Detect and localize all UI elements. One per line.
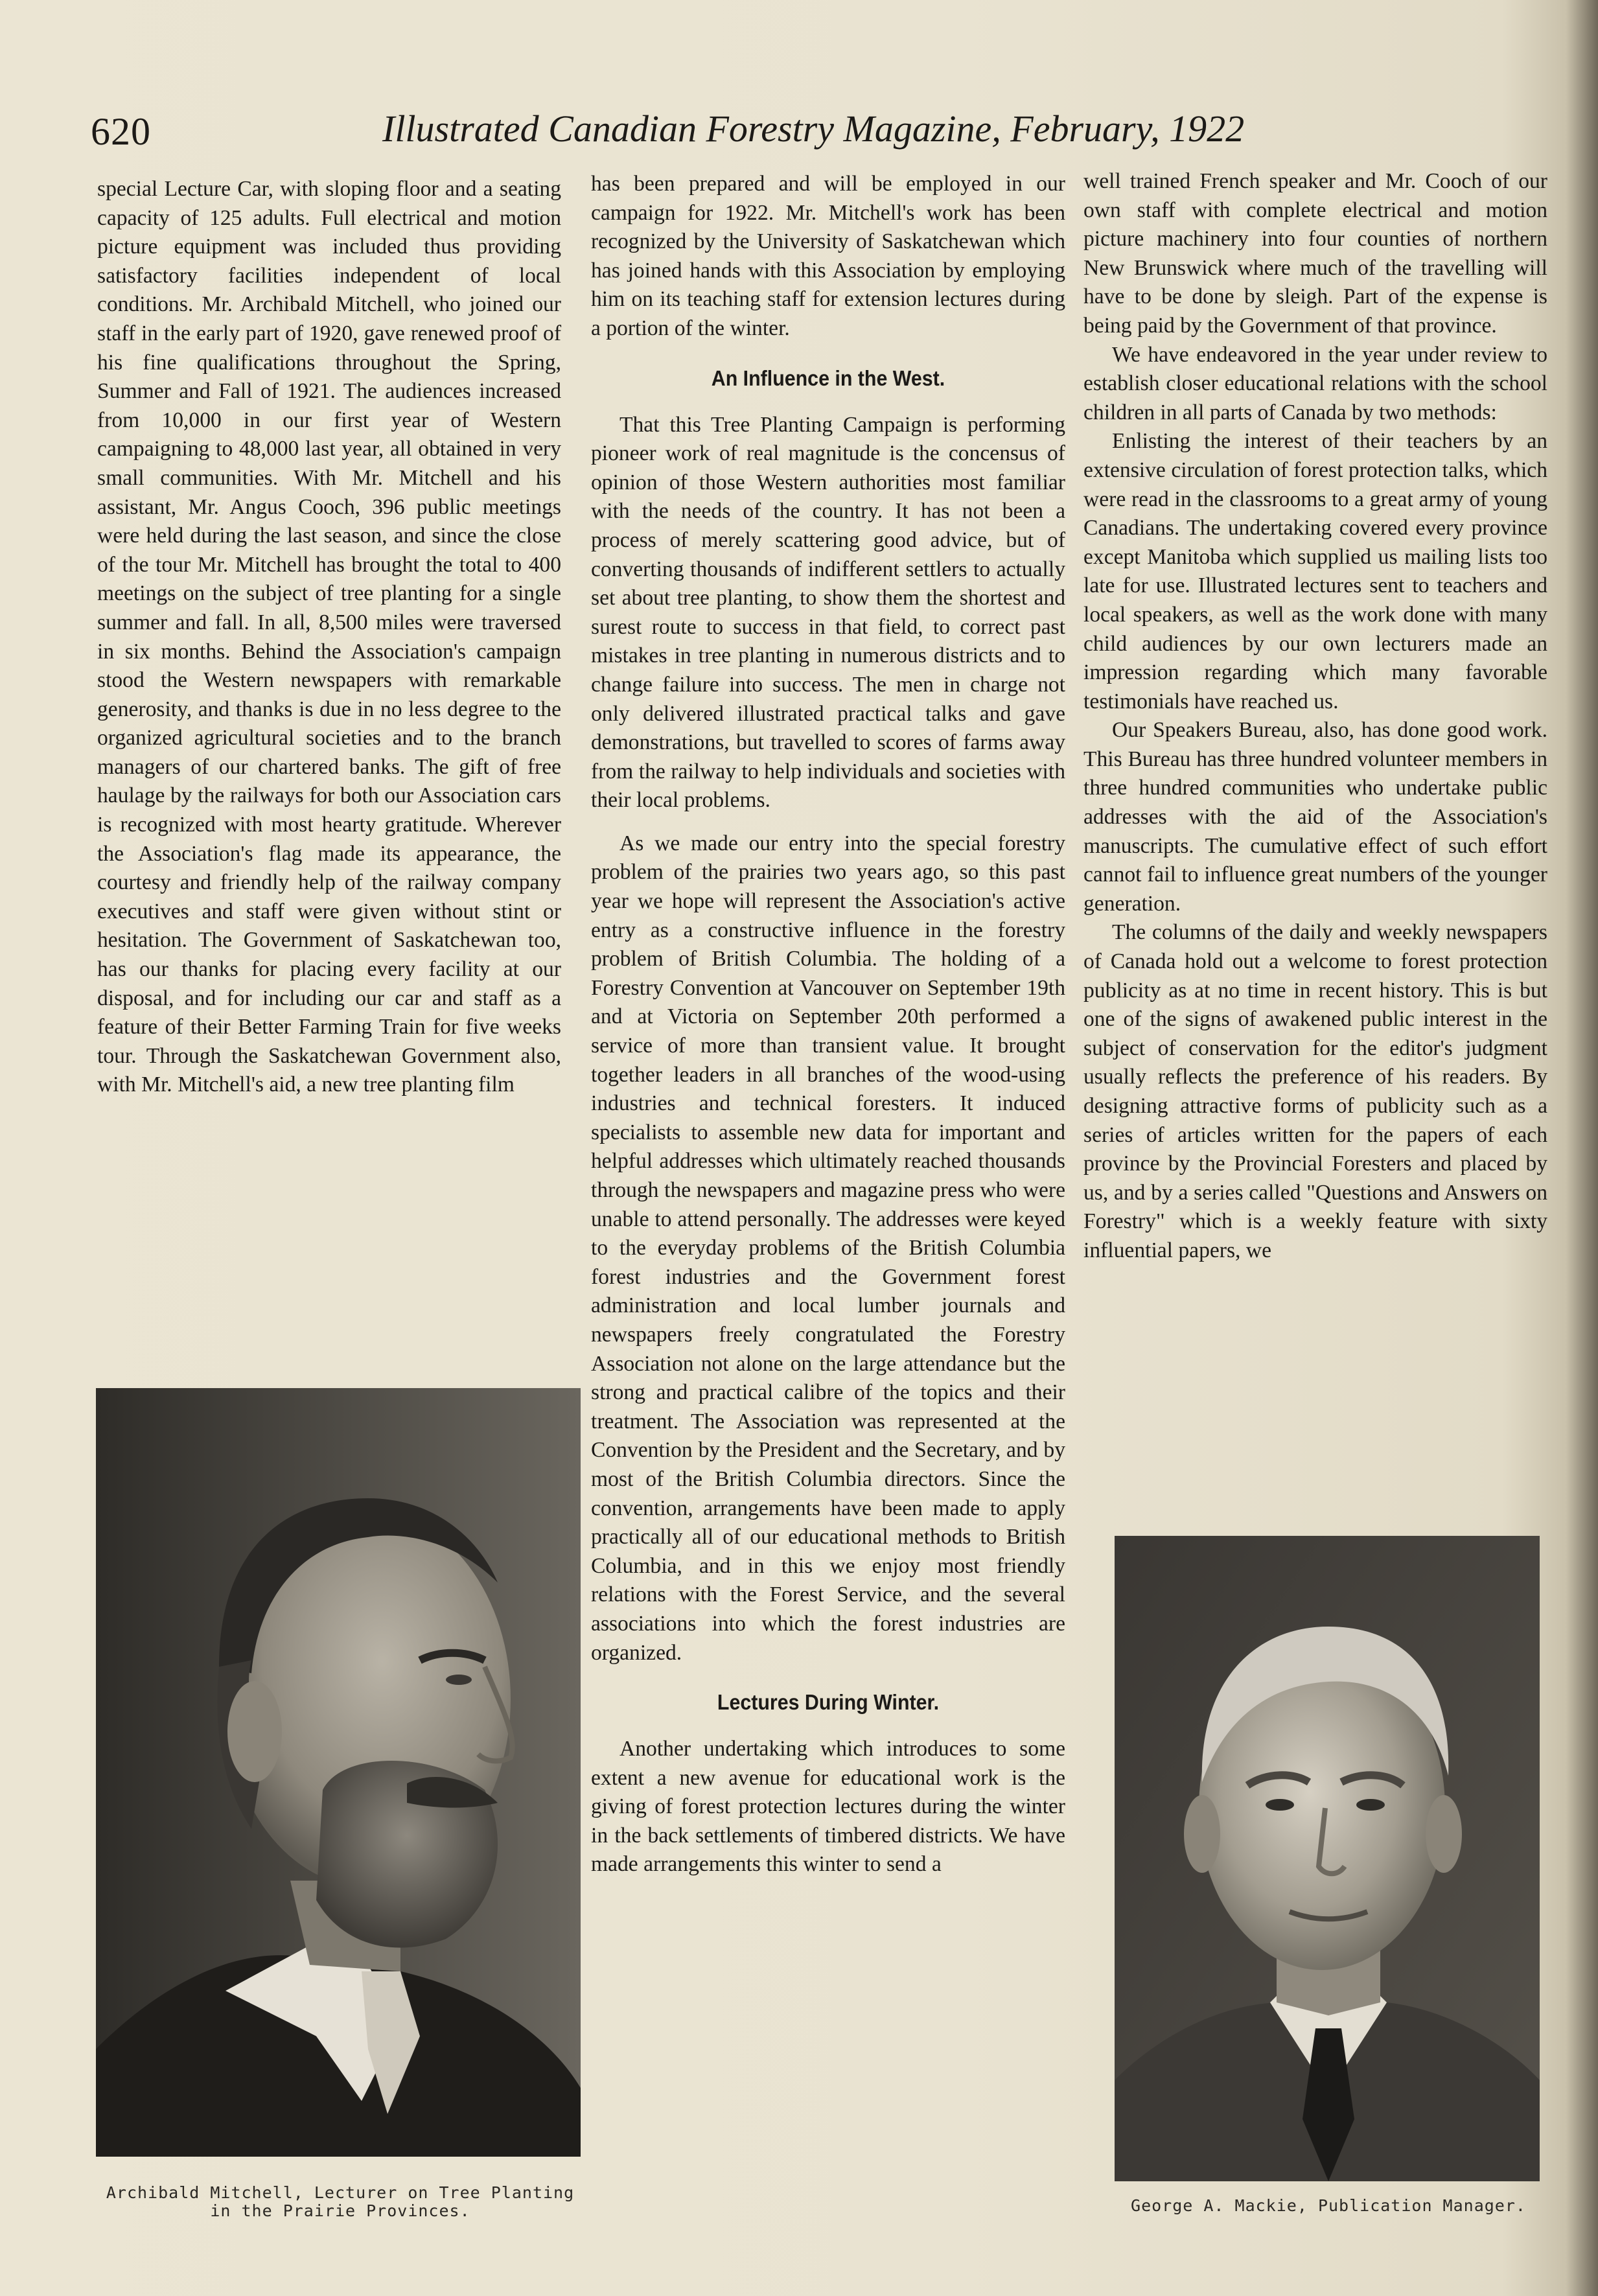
paragraph: That this Tree Planting Campaign is performing pioneer work of real magnitude is the concensus of opinion of those Western authorities most familiar with the needs of the country. It has not been a process of merely scattering good advice, but of converting thousands of indifferent settlers to actually set about tree planting, to show them the shortest and surest route to success in that field, to correct past mistakes in tree planting in numerous districts and to change failure into success. The men in charge not only delivered illustrated practical talks and gave demonstrations, but travelled to scores of farms away from the railway to help individuals and societies with their local problems. — [591, 412, 1065, 813]
text-column-1 — [97, 175, 561, 1100]
photo-caption-mackie: George A. Mackie, Publication Manager. — [1131, 2196, 1526, 2215]
section-heading: Lectures During Winter. — [717, 1690, 940, 1715]
photo-caption-mitchell: Archibald Mitchell, Lecturer on Tree Planting in the Prairie Provinces. — [106, 2183, 575, 2220]
paragraph: well trained French speaker and Mr. Cooch of our own staff with complete electrical and motion picture machinery into four counties of northern New Brunswick where much of the travelling will have to be done by sleigh. Part of the expense is being paid by the Government of that province. — [1083, 169, 1547, 338]
portrait-mackie-image — [1115, 1536, 1540, 2181]
paragraph: Enlisting the interest of their teachers by an extensive circulation of forest protection talks, which were read in the classrooms to a great army of young Canadians. The undertaking covered every province except Manitoba which supplied us mailing lists too late for use. Illustrated lectures sent to teachers and local speakers, as well as the work done with many child audiences by our own lecturers made an impression regarding which many favorable testimonials have reached us. — [1083, 429, 1547, 713]
paragraph: Another undertaking which introduces to some extent a new avenue for educational work is the giving of forest protection lectures during the winter in the back settlements of timbered districts. We have made arrangements this winter to send a — [591, 1737, 1065, 1877]
page-header — [91, 107, 1549, 165]
text-column-3 — [1083, 167, 1547, 1266]
text-column-2 — [591, 170, 1065, 1879]
page-number: 620 — [91, 110, 151, 153]
paragraph: We have endeavored in the year under review to establish closer educational relations with the school children in all parts of Canada by two methods: — [1083, 342, 1547, 424]
paragraph: has been prepared and will be employed in our campaign for 1922. Mr. Mitchell's work has been recognized by the University of Saskatchewan which has joined hands with this Association by employing him on its teaching staff for extension lectures during a portion of the winter. — [591, 172, 1065, 340]
section-heading: An Influence in the West. — [711, 365, 945, 390]
paragraph: special Lecture Car, with sloping floor and a seating capacity of 125 adults. Full electrical and motion picture equipment was included thus providing satisfactory facilities independent of local conditions. Mr. Archibald Mitchell, who joined our staff in the early part of 1920, gave renewed proof of his fine qualifications throughout the Spring, Summer and Fall of 1921. The audiences increased from 10,000 in our first year of Western campaigning to 48,000 last year, all obtained in very small communities. With Mr. Mitchell and his assistant, Mr. Angus Cooch, 396 public meetings were held during the last season, and since the close of the tour Mr. Mitchell has brought the total to 400 meetings on the subject of tree planting for a single summer and fall. In all, 8,500 miles were traversed in six months. Behind the Association's campaign stood the Western newspapers with remarkable generosity, and thanks is due in no less degree to the organized agricultural societies and to the branch managers of our chartered banks. The gift of free haulage by the railways for both our Association cars is recognized with most hearty gratitude. Wherever the Association's flag made its appearance, the courtesy and friendly help of the railway company executives and staff were given without stint or hesitation. The Government of Saskatchewan too, has our thanks for placing every facility at our disposal, and for including our car and staff as a feature of their Better Farming Train for five weeks tour. Through the Saskatchewan Government also, with Mr. Mitchell's aid, a new tree planting film — [97, 177, 561, 1097]
paragraph: The columns of the daily and weekly newspapers of Canada hold out a welcome to forest protection publicity as at no time in recent history. This is but one of the signs of awakened public interest in the subject of conservation for the editor's judgment usually reflects the preference of his readers. By designing attractive forms of publicity such as a series of articles written for the papers of each province by the Provincial Foresters and placed by us, and by a series called "Questions and Answers on Forestry" which is a weekly feature with sixty influential papers, we — [1083, 920, 1547, 1262]
portrait-photo-mitchell — [96, 1388, 581, 2157]
paragraph: Our Speakers Bureau, also, has done good work. This Bureau has three hundred volunteer members in three hundred communities who undertake public addresses with the aid of the Association's manuscripts. The cumulative effect of such effort cannot fail to influence great numbers of the younger generation. — [1083, 718, 1547, 916]
portrait-photo-mackie — [1115, 1536, 1540, 2181]
portrait-mitchell-image — [96, 1388, 581, 2157]
paragraph: As we made our entry into the special forestry problem of the prairies two years ago, so this past year we hope will represent the Association's active entry as a constructive influence in the forestry problem of British Columbia. The holding of a Forestry Convention at Vancouver on September 19th and at Victoria on September 20th performed a service of more than transient value. It brought together leaders in all branches of the wood-using industries and technical foresters. It induced specialists to assemble new data for important and helpful addresses which ultimately reached thousands through the newspapers and magazine press who were unable to attend personally. The addresses were keyed to the everyday problems of the British Columbia forest industries and the Government forest administration and local lumber journals and newspapers freely congratulated the Forestry Association not alone on the large attendance but the strong and practical calibre of the topics and their treatment. The Association was represented at the Convention by the President and the Secretary, and by most of the British Columbia directors. Since the convention, arrangements have been made to apply practically all of our educational methods to British Columbia, and in this we enjoy most friendly relations with the Forest Service, and the several associations into which the forest industries are organized. — [591, 831, 1065, 1665]
magazine-title: Illustrated Canadian Forestry Magazine, February, 1922 — [382, 108, 1245, 150]
